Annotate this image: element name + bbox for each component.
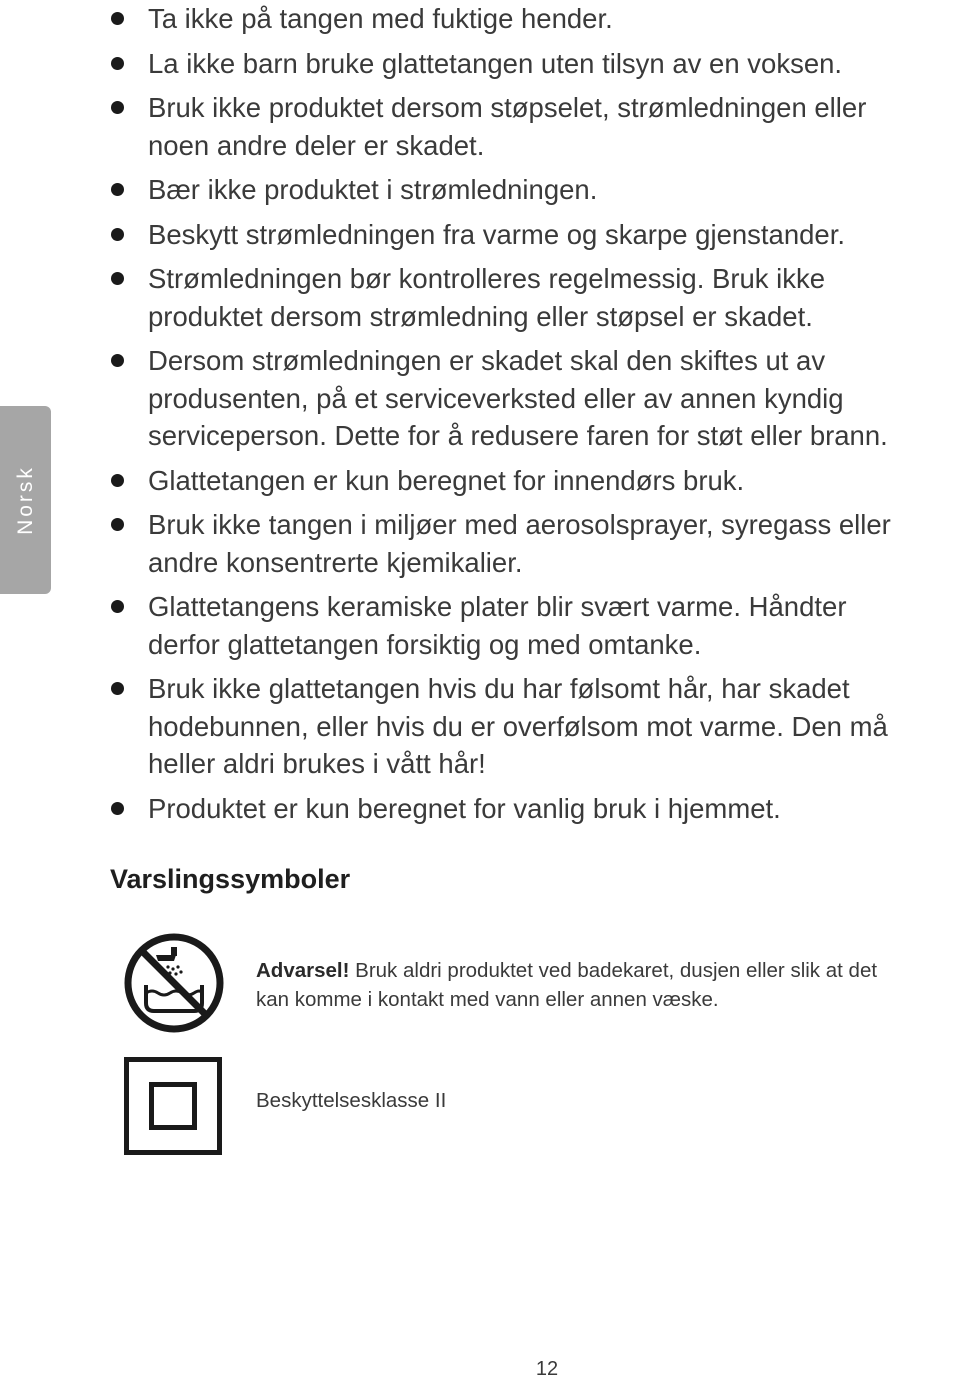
list-item-line: Strømledningen bør kontrolleres regelmessig. Bruk ikke <box>148 263 826 294</box>
list-item-line: Produktet er kun beregnet for vanlig bruk i hjemmet. <box>148 792 781 824</box>
bullet-icon <box>111 474 124 487</box>
list-item-line: La ikke barn bruke glattetangen uten tilsyn av en voksen. <box>148 47 843 79</box>
language-tab-label: Norsk <box>13 465 37 535</box>
list-item-line: Bruk ikke glattetangen hvis du har følsomt hår, har skadet <box>148 673 850 704</box>
list-item-line: Beskytt strømledningen fra varme og skarpe gjenstander. <box>148 218 846 250</box>
bullet-icon <box>111 57 124 70</box>
warning-text-line: Bruk aldri produktet ved badekaret, dusjen eller slik at det <box>355 959 878 982</box>
list-item-line: heller aldri brukes i vått hår! <box>148 748 486 779</box>
list-item <box>110 0 960 38</box>
list-item-line: Glattetangen er kun beregnet for innendørs bruk. <box>148 464 745 496</box>
safety-instructions-list <box>110 0 960 834</box>
bullet-icon <box>111 228 124 241</box>
list-item <box>110 588 960 663</box>
list-item-line: Glattetangens keramiske plater blir svært varme. Håndter <box>148 591 847 622</box>
list-item <box>110 260 960 335</box>
list-item-line: produsenten, på et serviceverksted eller av annen kyndig <box>148 382 844 414</box>
list-item <box>110 790 960 828</box>
list-item-line: Bruk ikke tangen i miljøer med aerosolsprayer, syregass eller <box>148 509 891 540</box>
bullet-icon <box>111 183 124 196</box>
list-item <box>110 506 960 581</box>
list-item-line: andre konsentrerte kjemikalier. <box>148 546 523 578</box>
page-number: 12 <box>535 1358 559 1380</box>
bullet-icon <box>111 12 124 25</box>
bullet-icon <box>111 518 124 531</box>
list-item <box>110 171 960 209</box>
list-item-line: noen andre deler er skadet. <box>148 129 485 161</box>
warning-text-line: kan komme i kontakt med vann eller annen væske. <box>256 988 719 1011</box>
section-title: Varslingssymboler <box>110 864 351 894</box>
list-item <box>110 670 960 783</box>
double-insulation-icon <box>124 1057 222 1160</box>
bullet-icon <box>111 600 124 613</box>
list-item-line: Bruk ikke produktet dersom støpselet, strømledningen eller <box>148 92 867 123</box>
protection-class-text: Beskyttelsesklasse II <box>256 1089 447 1112</box>
list-item <box>110 45 960 83</box>
list-item-line: Ta ikke på tangen med fuktige hender. <box>148 3 613 34</box>
list-item <box>110 462 960 500</box>
list-item-line: produktet dersom strømledning eller støpsel er skadet. <box>148 300 813 332</box>
language-tab <box>0 406 51 594</box>
warning-description <box>256 956 956 1014</box>
warning-label: Advarsel! <box>256 959 350 982</box>
bullet-icon <box>111 682 124 695</box>
list-item-line: derfor glattetangen forsiktig og med omtanke. <box>148 628 702 660</box>
list-item <box>110 342 960 455</box>
list-item <box>110 89 960 164</box>
protection-class-description <box>256 1086 956 1115</box>
list-item-line: Bær ikke produktet i strømledningen. <box>148 174 598 205</box>
bullet-icon <box>111 802 124 815</box>
no-water-bath-icon <box>124 933 224 1038</box>
bullet-icon <box>111 354 124 367</box>
list-item-line: serviceperson. Dette for å redusere faren for støt eller brann. <box>148 420 888 451</box>
bullet-icon <box>111 101 124 114</box>
bullet-icon <box>111 272 124 285</box>
list-item-line: hodebunnen, eller hvis du er overfølsom mot varme. Den må <box>148 710 888 742</box>
list-item <box>110 216 960 254</box>
list-item-line: Dersom strømledningen er skadet skal den skiftes ut av <box>148 345 826 376</box>
